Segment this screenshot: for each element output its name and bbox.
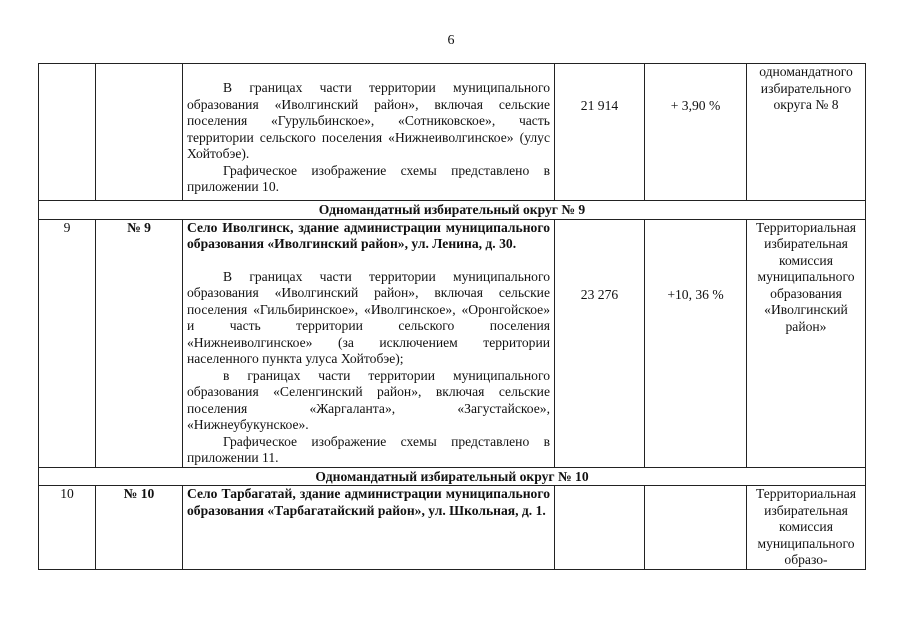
commission-cell: Территориальная избирательная комиссия муниципального образо-	[747, 486, 866, 570]
description-text: в границах части территории муниципального образования «Селенгинский район», включая сельские поселения «Жаргаланта», «Загустайское», «Нижнеубукунское».	[187, 367, 550, 432]
row-number-cell: 9	[39, 219, 96, 467]
description-cell	[183, 64, 555, 201]
district-number-cell: № 10	[96, 486, 183, 570]
section-header-row	[39, 201, 866, 220]
table-row	[39, 219, 866, 467]
voters-count: 21 914	[555, 64, 645, 201]
deviation-value: + 3,90 %	[645, 64, 747, 201]
deviation-value: +10, 36 %	[645, 219, 747, 467]
description-cell	[183, 486, 555, 570]
district-number-cell: № 9	[96, 219, 183, 467]
voters-count	[555, 486, 645, 570]
section-title: Одномандатный избирательный округ № 9	[39, 201, 866, 220]
voters-count: 23 276	[555, 219, 645, 467]
commission-cell: Территориальная избирательная комиссия муниципального образования «Иволгинский район»	[747, 219, 866, 467]
polling-address: Село Тарбагатай, здание администрации муниципального образования «Тарбагатайский район», ул. Школьная, д. 1.	[187, 486, 550, 518]
row-number-cell	[39, 64, 96, 201]
commission-cell: одномандатного избирательного округа № 8	[747, 64, 866, 201]
district-number-cell	[96, 64, 183, 201]
description-text: В границах части территории муниципального образования «Иволгинский район», включая сельские поселения «Гурульбинское», «Сотниковское», часть территории сельского поселения «Нижнеиволгинское» (улус Хойтобэе).	[187, 80, 550, 161]
page-number: 6	[447, 33, 455, 48]
table-row	[39, 64, 866, 201]
row-number-cell: 10	[39, 486, 96, 570]
deviation-value	[645, 486, 747, 570]
table-row	[39, 486, 866, 570]
description-text: В границах части территории муниципального образования «Иволгинский район», включая сельские поселения «Гильбиринское», «Иволгинское», «Оронгойское» и часть территории сельского поселения «Нижнеиволгинское» (за исключением территории населенного пункта улуса Хойтобэе);	[187, 268, 550, 366]
description-text: Графическое изображение схемы представлено в приложении 10.	[187, 162, 550, 194]
districts-table	[38, 63, 866, 570]
description-text: Графическое изображение схемы представлено в приложении 11.	[187, 433, 550, 465]
section-header-row	[39, 467, 866, 486]
description-cell	[183, 219, 555, 467]
polling-address: Село Иволгинск, здание администрации муниципального образования «Иволгинский район», ул. Ленина, д. 30.	[187, 219, 550, 251]
section-title: Одномандатный избирательный округ № 10	[39, 467, 866, 486]
